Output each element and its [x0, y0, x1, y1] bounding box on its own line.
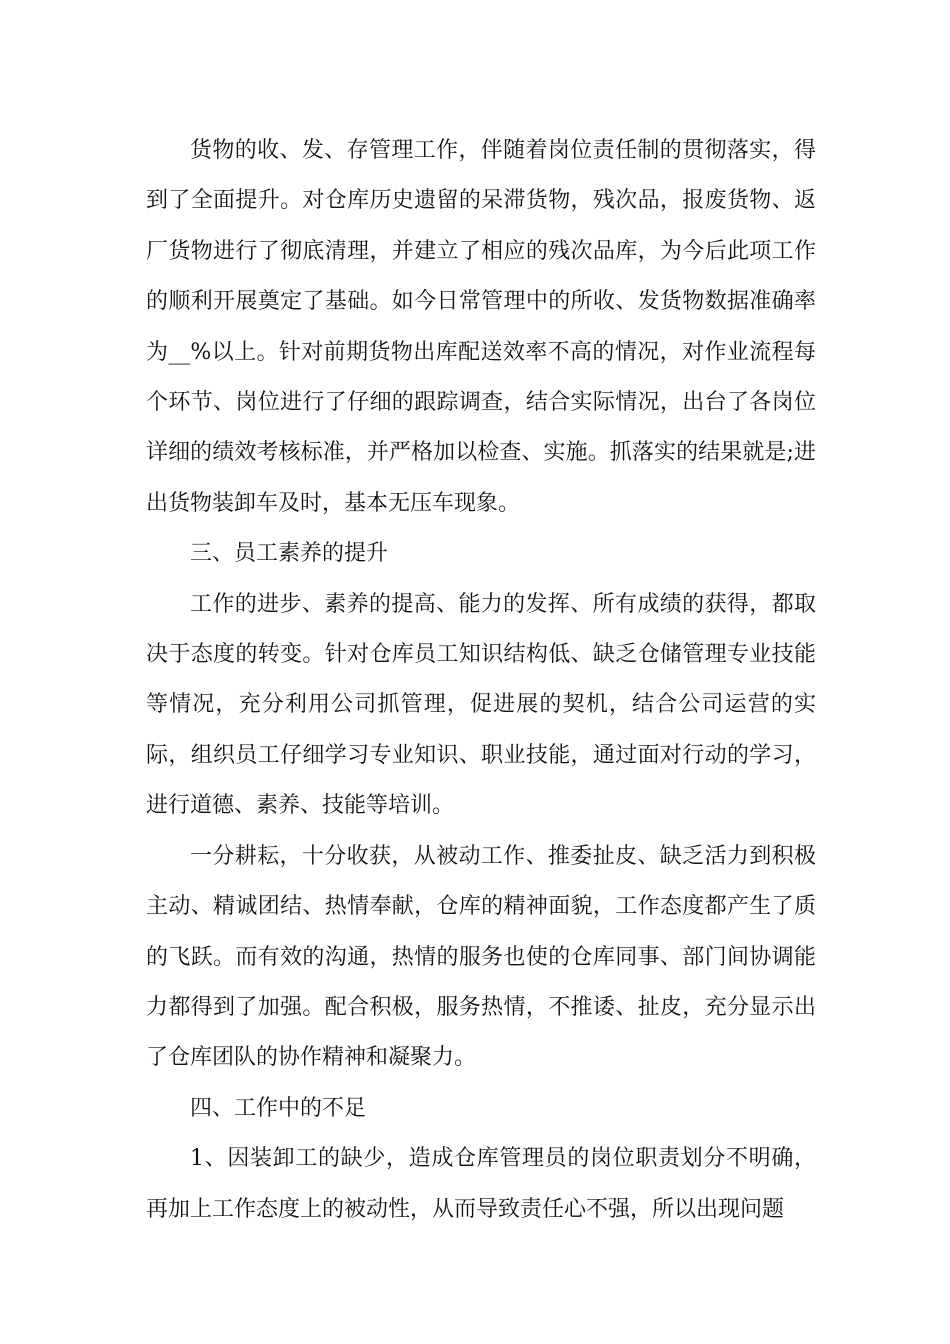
paragraph-staff-training: 工作的进步、素养的提高、能力的发挥、所有成绩的获得，都取决于态度的转变。针对仓库员工知识结构低、缺乏仓储管理专业技能等情况，充分利用公司抓管理，促进展的契机，结合公司运营的实际，组织员工仔细学习专业知识、职业技能，通过面对行动的学习，进行道德、素养、技能等培训。 — [146, 591, 816, 819]
document-page — [146, 126, 816, 1235]
section-heading-shortcomings: 四、工作中的不足 — [190, 1095, 367, 1121]
section-heading-staff-quality: 三、员工素养的提升 — [190, 541, 389, 567]
paragraph-team-spirit: 一分耕耘，十分收获，从被动工作、推委扯皮、缺乏活力到积极主动、精诚团结、热情奉献，仓库的精神面貌，工作态度都产生了质的飞跃。而有效的沟通，热情的服务也使的仓库同事、部门间协调能力都得到了加强。配合积极，服务热情，不推诿、扯皮，充分显示出了仓库团队的协作精神和凝聚力。 — [146, 843, 816, 1071]
paragraph-goods-management: 货物的收、发、存管理工作，伴随着岗位责任制的贯彻落实，得到了全面提升。对仓库历史遗留的呆滞货物，残次品，报废货物、返厂货物进行了彻底清理，并建立了相应的残次品库，为今后此项工作的顺利开展奠定了基础。如今日常管理中的所收、发货物数据准确率为__%以上。针对前期货物出库配送效率不高的情况，对作业流程每个环节、岗位进行了仔细的跟踪调查，结合实际情况，出台了各岗位详细的绩效考核标准，并严格加以检查、实施。抓落实的结果就是;进出货物装卸车及时，基本无压车现象。 — [146, 138, 816, 516]
paragraph-shortcoming-1: 1、因装卸工的缺少，造成仓库管理员的岗位职责划分不明确，再加上工作态度上的被动性，从而导致责任心不强，所以出现问题 — [146, 1146, 816, 1222]
